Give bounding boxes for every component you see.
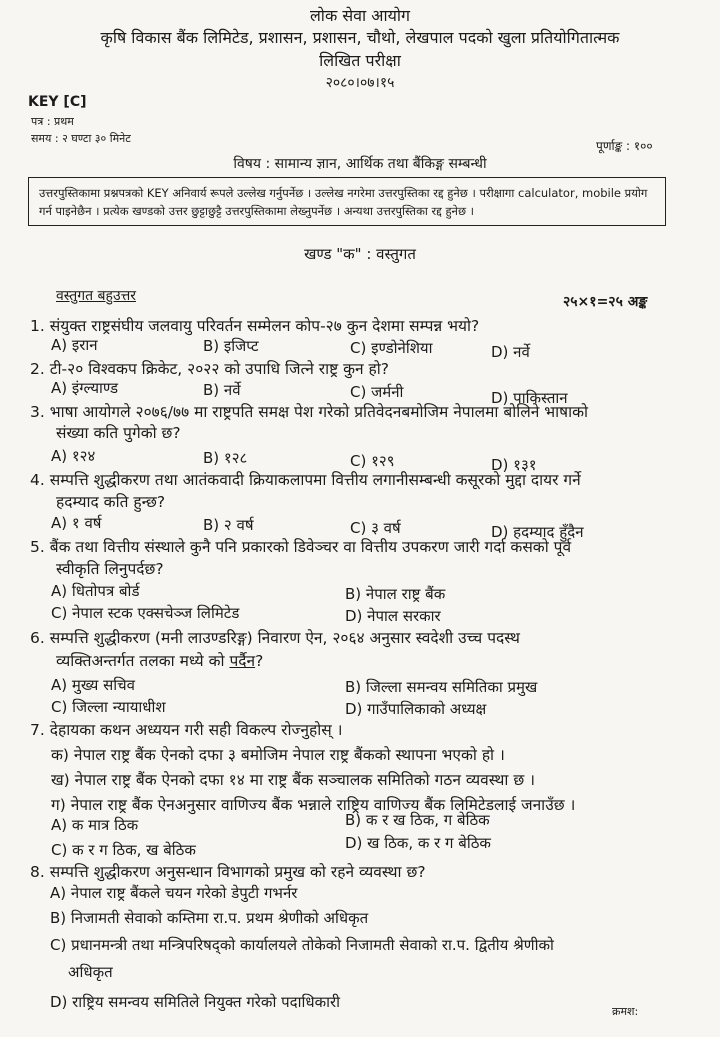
section-marks: २५×१=२५ अङ्क [563, 294, 648, 310]
question-4: 4. सम्पत्ति शुद्धीकरण तथा आतंकवादी क्रियाकलापमा वित्तीय लगानीसम्बन्धी कसूरको मुद्दा दायर गर्ने [30, 471, 581, 489]
q2-option-c: C) जर्मनी [350, 383, 404, 401]
q7-statement-ga: ग) नेपाल राष्ट्र बैंक ऐनअनुसार वाणिज्य बैंक भन्नाले राष्ट्रिय वाणिज्य बैंक लिमिटेडलाई जनाउँछ । [51, 796, 576, 814]
q5-option-d: D) नेपाल सरकार [345, 607, 441, 625]
q8-option-d: D) राष्ट्रिय समन्वय समितिले नियुक्त गरेको पदाधिकारी [50, 993, 341, 1011]
section-subtitle: वस्तुगत बहुउत्तर [56, 288, 137, 304]
q7-statement-kha: ख) नेपाल राष्ट्र बैंक ऐनको दफा १४ मा राष्ट्र बैंक सञ्चालक समितिको गठन व्यवस्था छ । [51, 771, 536, 789]
question-4-line-2: हदम्याद कति हुन्छ? [56, 493, 166, 511]
question-3: 3. भाषा आयोगले २०७६/७७ मा राष्ट्रपति समक्ष पेश गरेको प्रतिवेदनबमोजिम नेपालमा बोलिने भाषाको [30, 403, 589, 421]
q8-option-c: C) प्रधानमन्त्री तथा मन्त्रिपरिषद्को कार्यालयले तोकेको निजामती सेवाको रा.प. द्वितीय श्रेणीको [50, 936, 554, 954]
exam-type: लिखित परीक्षा [319, 51, 401, 70]
question-3-line-2: संख्या कति पुगेको छ? [56, 424, 181, 442]
q6-option-d: D) गाउँपालिकाको अध्यक्ष [345, 700, 487, 718]
q2-option-a: A) इंग्ल्याण्ड [51, 379, 119, 397]
commission-name: लोक सेवा आयोग [309, 6, 411, 25]
q8-option-a: A) नेपाल राष्ट्र बैंकले चयन गरेको डेपुटी गभर्नर [50, 884, 298, 902]
section-title: खण्ड "क" : वस्तुगत [304, 245, 416, 263]
emphasis-word: पर्दैन [229, 652, 256, 670]
q3-option-c: C) १२९ [350, 452, 395, 470]
continued-label: क्रमश: [612, 1005, 639, 1018]
post-line: कृषि विकास बैंक लिमिटेड, प्रशासन, प्रशासन, चौथो, लेखपाल पदको खुला प्रतियोगितात्मक [100, 28, 620, 47]
q6-option-c: C) जिल्ला न्यायाधीश [51, 698, 166, 716]
q2-option-b: B) नर्वे [203, 381, 241, 399]
q1-option-c: C) इण्डोनेशिया [350, 339, 433, 357]
q8-option-b: B) निजामती सेवाको कम्तिमा रा.प. प्रथम श्रेणीको अधिकृत [50, 909, 369, 927]
q4-option-d: D) हदम्याद हुँदैन [491, 523, 584, 541]
q6-option-a: A) मुख्य सचिव [51, 676, 135, 694]
q3-option-a: A) १२४ [51, 447, 96, 465]
q5-option-b: B) नेपाल राष्ट्र बैंक [345, 585, 446, 603]
q6-option-b: B) जिल्ला समन्वय समितिका प्रमुख [345, 678, 538, 696]
q1-option-d: D) नर्वे [491, 343, 530, 361]
question-5-line-2: स्वीकृति लिनुपर्दछ? [56, 560, 164, 578]
q5-option-a: A) धितोपत्र बोर्ड [51, 582, 140, 600]
exam-date: २०८०।०७।१५ [325, 75, 395, 91]
q7-option-c: C) क र ग ठिक, ख बेठिक [51, 841, 196, 859]
full-marks: पूर्णाङ्क : १०० [596, 139, 653, 153]
answer-key: KEY [C] [28, 94, 87, 110]
q7-option-a: A) क मात्र ठिक [51, 816, 139, 834]
q7-statement-ka: क) नेपाल राष्ट्र बैंक ऐनको दफा ३ बमोजिम नेपाल राष्ट्र बैंकको स्थापना भएको हो । [51, 746, 505, 764]
question-6: 6. सम्पत्ति शुद्धीकरण (मनी लाउण्डरिङ्ग) निवारण ऐन, २०६४ अनुसार स्वदेशी उच्च पदस्थ [30, 629, 520, 647]
question-6-line-2: व्यक्तिअन्तर्गत तलका मध्ये को पर्दैन? [56, 652, 264, 670]
q7-option-b: B) क र ख ठिक, ग बेठिक [345, 811, 490, 829]
q5-option-c: C) नेपाल स्टक एक्सचेञ्ज लिमिटेड [51, 604, 240, 622]
question-2: 2. टी-२० विश्वकप क्रिकेट, २०२२ को उपाधि जित्ने राष्ट्र कुन हो? [30, 360, 390, 378]
question-1: 1. संयुक्त राष्ट्रसंघीय जलवायु परिवर्तन सम्मेलन कोप-२७ कुन देशमा सम्पन्न भयो? [30, 317, 480, 335]
q1-option-b: B) इजिप्ट [203, 337, 259, 355]
question-5: 5. बैंक तथा वित्तीय संस्थाले कुनै पनि प्रकारको डिवेञ्चर वा वित्तीय उपकरण जारी गर्दा कसको पूर्व [30, 538, 572, 556]
question-8: 8. सम्पत्ति शुद्धीकरण अनुसन्धान विभागको प्रमुख को रहने व्यवस्था छ? [30, 863, 426, 881]
q8-option-c-continued: अधिकृत [68, 963, 113, 981]
q2-option-d: D) पाकिस्तान [491, 389, 568, 407]
q4-option-c: C) ३ वर्ष [350, 519, 401, 537]
q3-option-b: B) १२८ [203, 449, 248, 467]
q3-option-d: D) १३१ [491, 456, 537, 474]
q1-option-a: A) इरान [51, 336, 98, 354]
q7-option-d: D) ख ठिक, क र ग बेठिक [345, 834, 491, 852]
paper-number: पत्र : प्रथम [31, 115, 74, 128]
subject: विषय : सामान्य ज्ञान, आर्थिक तथा बैंकिङ्ग सम्बन्धी [233, 156, 487, 172]
q4-option-b: B) २ वर्ष [203, 516, 254, 534]
question-7: 7. देहायका कथन अध्ययन गरी सही विकल्प रोज्नुहोस् । [30, 721, 343, 739]
q4-option-a: A) १ वर्ष [51, 514, 102, 532]
exam-time: समय : २ घण्टा ३० मिनेट [31, 132, 131, 145]
instructions-notice: उत्तरपुस्तिकामा प्रश्नपत्रको KEY अनिवार्य रूपले उल्लेख गर्नुपर्नेछ । उल्लेख नगरेमा उत्तरपुस्तिका रद्द हुनेछ । परीक्षागा calculator, mobile प्रयोग गर्न पाइनेछैन । प्रत्येक खण्डको उत्तर छुट्टाछुट्टै उत्तरपुस्तिकामा लेख्नुपर्नेछ । अन्यथा उत्तरपुस्तिका रद्द हुनेछ । [28, 177, 666, 226]
